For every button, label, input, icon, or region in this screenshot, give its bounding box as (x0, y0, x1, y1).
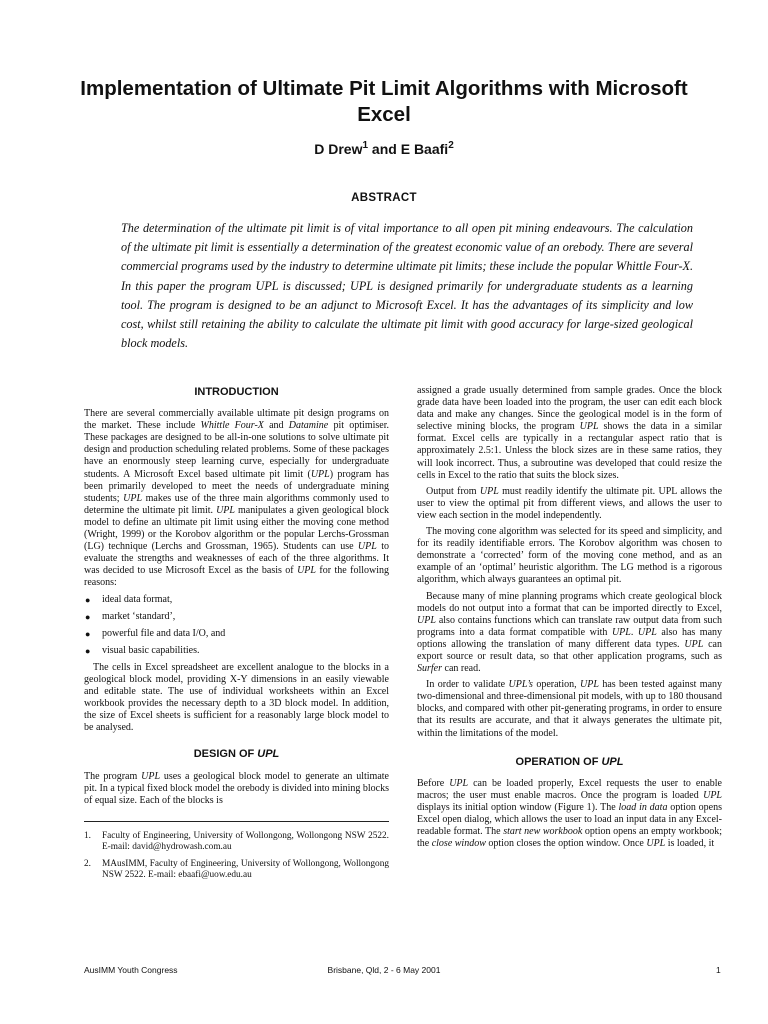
bullet-icon: ● (85, 645, 91, 656)
design-paragraph-6: In order to validate UPL’s operation, UPL has been tested against many two-dimensional and three-dimensional pit models, with up to 180 thousand blocks, and compared with other pit-generating programs, in order to ensure that its results are accurate, and that it always generates the ultimate pit, within the limitations of the model. (417, 679, 723, 739)
abstract-heading: ABSTRACT (351, 192, 417, 204)
right-column (417, 385, 722, 854)
operation-heading: OPERATION OF UPL (515, 755, 624, 768)
page-number: 1 (716, 965, 721, 975)
author-1: D Drew (314, 141, 363, 157)
reasons-list (84, 594, 389, 657)
author-conjunction: and (368, 141, 401, 157)
left-column (84, 383, 389, 887)
bullet-icon: ● (85, 611, 91, 622)
bullet-icon: ● (85, 594, 91, 605)
list-item: ● ideal data format, (85, 593, 173, 605)
bullet-icon: ● (85, 628, 91, 639)
design-paragraph-3: Output from UPL must readily identify the ultimate pit. UPL allows the user to view the optimal pit from different views, and allows the user to view each section in the model independently. (417, 485, 723, 521)
list-item: ● visual basic capabilities. (85, 644, 200, 656)
author-2: E Baafi (400, 141, 449, 157)
author-2-affiliation: 2 (448, 140, 454, 151)
paper-title: Implementation of Ultimate Pit Limit Algorithms with Microsoft Excel (80, 77, 688, 126)
intro-paragraph-1: There are several commercially available ultimate pit design programs on the market. These include Whittle Four-X and Datamine pit optimiser. These packages are designed to be all-in-one solutions to solve ultimate pit design and production scheduling related problems. Some of these packages have an enormously steep learning curve, especially for undergraduate students. A Microsoft Excel based ultimate pit limit (UPL) program has been primarily developed to meet the needs of undergraduate mining students; UPL makes use of the three main algorithms commonly used to determine the ultimate pit limit. UPL manipulates a given geological block model to define an ultimate pit limit using either the moving cone method (Wright, 1999) or the Korobov algorithm or the popular Lerchs-Grossman (LG) technique (Lerchs and Grossman, 1965). Students can use UPL to evaluate the strengths and weaknesses of each of the three algorithms. It was decided to use Microsoft Excel as the basis of UPL for the following reasons: (84, 408, 390, 589)
operation-paragraph-1: Before UPL can be loaded properly, Excel requests the user to enable macros; the user must enable macros. Once the program is loaded UPL displays its initial option window (Figure 1). The load in data option opens Excel open dialog, which allows the user to load an input data in any Excel-readable format. The start new workbook option opens an empty workbook; the close window option closes the option window. Once UPL is loaded, it (417, 777, 722, 850)
design-paragraph-5: Because many of mine planning programs which create geological block models do not output into a format that can be imported directly to Excel, UPL also contains functions which can translate raw output data from such programs into a data format compatible with UPL. UPL also has many options allowing the translation of many different data types. UPL can export source or result data, so that other application programs, such as Surfer can read. (417, 590, 723, 675)
abstract-text: The determination of the ultimate pit limit is of vital importance to all open pit mining endeavours. The calculation of the ultimate pit limit is essentially a determination of the greatest economic value of an orebody. There are several commercial programs used by the industry to determine ultimate pit limits; these include the popular Whittle Four-X. In this paper the program UPL is discussed; UPL is designed primarily for undergraduate students as a learning tool. The program is designed to be an adjunct to Microsoft Excel. It has the advantages of its simplicity and low cost, whilst still retaining the ability to calculate the ultimate pit limit with good accuracy for large-sized geological block models. (121, 221, 693, 351)
footer-conference: AusIMM Youth Congress (84, 965, 178, 975)
design-paragraph-4: The moving cone algorithm was selected for its speed and simplicity, and for its readily identifiable errors. The Korobov algorithm was chosen to demonstrate a ‘corrected’ form of the moving cone method, and as an example of an ‘optimal’ heuristic algorithm. The LG method is a rigorous algorithm, which always guarantees an optimal pit. (417, 526, 722, 586)
list-item: ● powerful file and data I/O, and (85, 627, 226, 639)
design-heading: DESIGN OF UPL (193, 748, 280, 761)
author-1-affiliation: 1 (362, 140, 369, 151)
design-paragraph-2: assigned a grade usually determined from sample grades. Once the block grade data have been loaded into the program, the user can edit each block data and make any changes. Since the geological model is in the form of selective mining blocks, the program UPL shows the data in a similar format. Excel cells are typically in a rectangular aspect ratio that is approximately 2.5:1. Unless the block sizes are in these same ratios, they will look incorrect. Thus, a subroutine was developed that could resize the cells in Excel to the ratio that suits the block sizes. (417, 385, 722, 481)
list-item: ● market ‘standard’, (85, 610, 176, 622)
footer-location-date: Brisbane, Qld, 2 - 6 May 2001 (327, 965, 441, 975)
design-paragraph-1: The program UPL uses a geological block model to generate an ultimate pit. In a typical fixed block model the orebody is divided into mining blocks of equal size. Each of the blocks is (84, 770, 389, 806)
intro-paragraph-2: The cells in Excel spreadsheet are excellent analogue to the blocks in a geological block model, providing X-Y dimensions in an easily viewable and editable state. The use of individual worksheets within an Excel workbook provides the necessary depth to a 3D block model. In addition, the size of Excel sheets is sufficient for a reasonably large block model to be analysed. (84, 661, 389, 734)
footnote-2: 2. MAusIMM, Faculty of Engineering, University of Wollongong, Wollongong NSW 2522. E-mail: ebaafi@uow.edu.au (84, 858, 389, 881)
footnote-1: 1. Faculty of Engineering, University of Wollongong, Wollongong NSW 2522. E-mail: david@hydrowash.com.au (84, 830, 389, 853)
authors (0, 140, 768, 157)
footnote-divider (84, 821, 389, 822)
introduction-heading: INTRODUCTION (194, 386, 279, 398)
